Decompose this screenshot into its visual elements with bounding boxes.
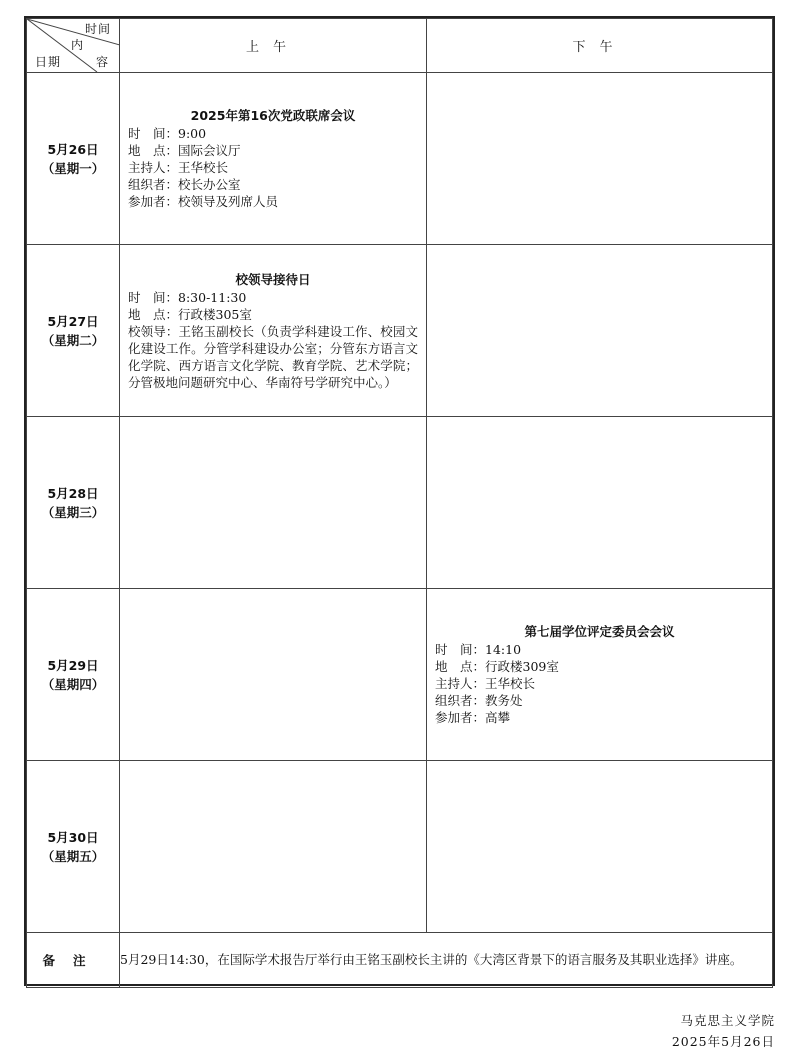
event-organizer: 组织者：教务处 [435, 693, 523, 708]
event-location: 地 点：行政楼305室 [128, 306, 252, 322]
morning-cell [120, 245, 427, 417]
weekday-label: （星期四） [41, 676, 105, 692]
day-row-2 [27, 245, 773, 417]
date-cell [27, 73, 120, 245]
day-row-3 [27, 417, 773, 589]
footer-date: 2025年5月26日 [671, 1034, 775, 1049]
afternoon-cell [427, 589, 773, 761]
afternoon-cell [427, 417, 773, 589]
corner-label-time: 时间 [84, 22, 111, 36]
morning-cell [120, 417, 427, 589]
event-time: 时 间：14:10 [435, 642, 522, 657]
event-attendees: 参加者：高攀 [435, 710, 511, 725]
event-block [120, 107, 426, 210]
morning-cell [120, 761, 427, 933]
event-location: 地 点：国际会议厅 [128, 143, 241, 158]
weekday-label: （星期一） [41, 160, 105, 176]
remarks-label: 备注 [27, 933, 120, 988]
date-cell [27, 417, 120, 589]
afternoon-cell [427, 73, 773, 245]
date-cell [27, 761, 120, 933]
date-cell [27, 589, 120, 761]
event-organizer: 组织者：校长办公室 [128, 177, 241, 192]
morning-cell [120, 589, 427, 761]
date-label: 5月27日 [47, 313, 99, 329]
corner-label-content-1: 内 [71, 38, 85, 52]
event-title: 第七届学位评定委员会会议 [524, 624, 675, 639]
schedule-table [26, 18, 773, 988]
weekday-label: （星期五） [41, 848, 105, 864]
date-label: 5月30日 [47, 829, 99, 845]
remarks-text: 5月29日14:30，在国际学术报告厅举行由王铭玉副校长主讲的《大湾区背景下的语言服务及其职业选择》讲座。 [120, 933, 773, 988]
corner-header-cell [27, 19, 120, 73]
date-label: 5月29日 [47, 657, 99, 673]
morning-cell [120, 73, 427, 245]
afternoon-cell [427, 245, 773, 417]
date-label: 5月26日 [47, 141, 99, 157]
day-row-5 [27, 761, 773, 933]
footer-signature [672, 1010, 775, 1052]
event-title: 校领导接待日 [235, 271, 311, 287]
corner-label-date: 日期 [35, 55, 62, 69]
weekday-label: （星期二） [41, 332, 105, 348]
event-attendees: 参加者：校领导及列席人员 [128, 194, 279, 209]
event-block [427, 623, 772, 726]
date-cell [27, 245, 120, 417]
event-leader: 校领导：王铭玉副校长（负责学科建设工作、校园文化建设工作。分管学科建设办公室；分管东方语言文化学院、西方语言文化学院、教育学院、艺术学院；分管极地问题研究中心、华南符号学研究中心。） [128, 323, 418, 390]
afternoon-header: 下午 [427, 19, 773, 73]
event-time: 时 间：9:00 [128, 126, 207, 141]
event-block [120, 271, 426, 391]
event-time: 时 间：8:30-11:30 [128, 289, 247, 305]
footer-org: 马克思主义学院 [680, 1013, 775, 1028]
event-location: 地 点：行政楼309室 [435, 659, 559, 674]
weekday-label: （星期三） [41, 504, 105, 520]
event-host: 主持人：王华校长 [435, 676, 536, 691]
morning-header: 上午 [120, 19, 427, 73]
weekly-schedule-sheet [24, 16, 775, 986]
date-label: 5月28日 [47, 485, 99, 501]
corner-label-content-2: 容 [95, 55, 109, 69]
day-row-4 [27, 589, 773, 761]
event-title: 2025年第16次党政联席会议 [190, 108, 356, 123]
day-row-1 [27, 73, 773, 245]
afternoon-cell [427, 761, 773, 933]
event-host: 主持人：王华校长 [128, 160, 229, 175]
header-row [27, 19, 773, 73]
remarks-row [27, 933, 773, 988]
